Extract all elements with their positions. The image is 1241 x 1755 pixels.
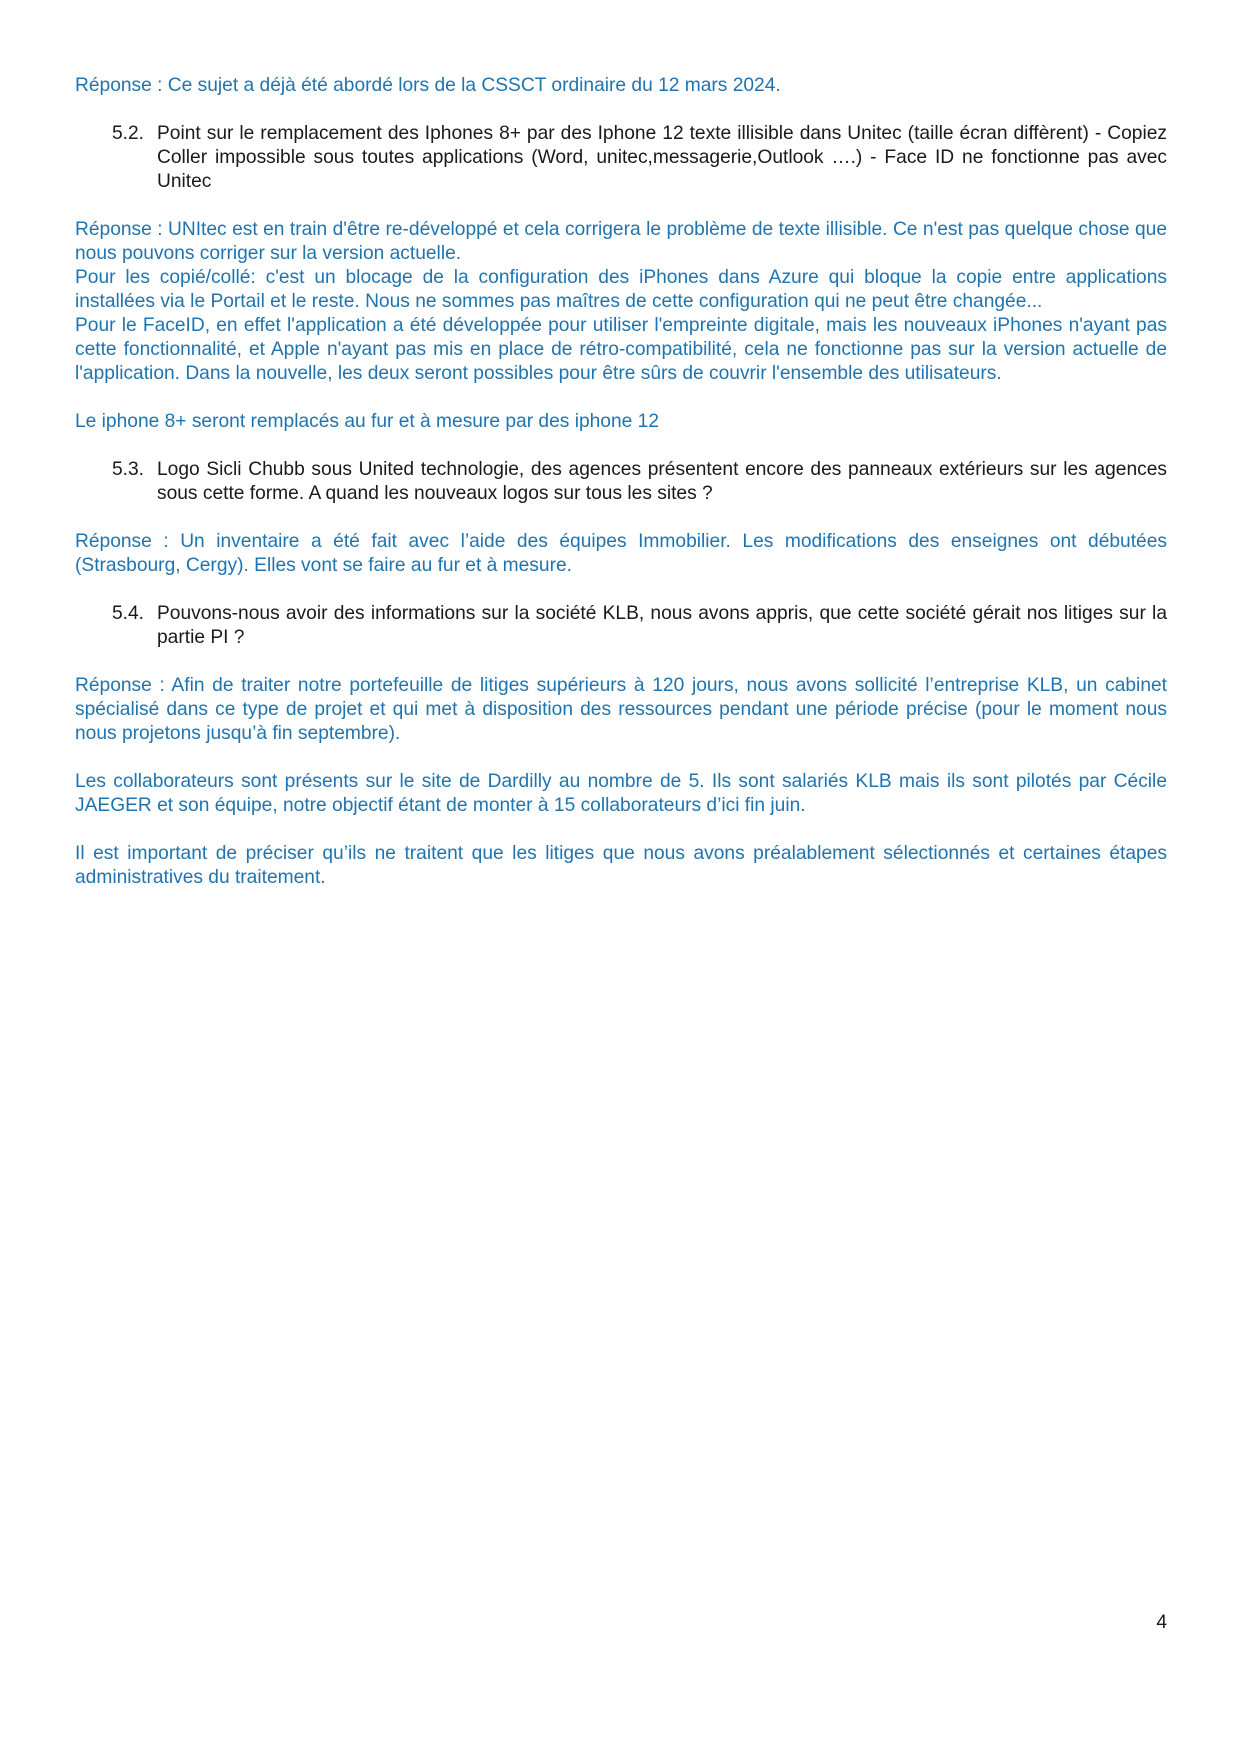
spacer <box>75 746 1167 770</box>
spacer <box>75 650 1167 674</box>
spacer <box>75 506 1167 530</box>
item-number: 5.3. <box>112 459 145 480</box>
spacer <box>75 194 1167 218</box>
item-text: Point sur le remplacement des Iphones 8+ par des Iphone 12 texte illisible dans Unitec (taille écran diffèrent) - Copiez Coller impossible sous toutes applications (Word, unitec,messagerie,Outlook ….) - Face ID ne fonctionne pas avec Unitec <box>157 123 1167 192</box>
agenda-item-5-3 <box>75 458 1167 506</box>
page-number: 4 <box>1156 1612 1167 1633</box>
response-paragraph: Il est important de préciser qu’ils ne traitent que les litiges que nous avons préalablement sélectionnés et certaines étapes administratives du traitement. <box>75 843 1167 888</box>
item-number: 5.4. <box>112 603 145 624</box>
spacer <box>75 434 1167 458</box>
spacer <box>75 386 1167 410</box>
response-paragraph: Pour les copié/collé: c'est un blocage de la configuration des iPhones dans Azure qui bloque la copie entre applications installées via le Portail et le reste. Nous ne sommes pas maîtres de cette configuration qui ne peut être changée... <box>75 267 1167 312</box>
document-body <box>75 74 1167 890</box>
item-text: Logo Sicli Chubb sous United technologie, des agences présentent encore des panneaux extérieurs sur les agences sous cette forme. A quand les nouveaux logos sur tous les sites ? <box>157 459 1167 504</box>
spacer <box>75 818 1167 842</box>
spacer <box>75 578 1167 602</box>
response-paragraph: Réponse : Afin de traiter notre portefeuille de litiges supérieurs à 120 jours, nous avons sollicité l’entreprise KLB, un cabinet spécialisé dans ce type de projet et qui met à disposition des ressources pendant une période précise (pour le moment nous nous projetons jusqu’à fin septembre). <box>75 675 1167 744</box>
spacer <box>75 98 1167 122</box>
item-number: 5.2. <box>112 123 145 144</box>
response-paragraph: Le iphone 8+ seront remplacés au fur et à mesure par des iphone 12 <box>75 411 659 432</box>
agenda-item-5-4 <box>75 602 1167 650</box>
agenda-item-5-2 <box>75 122 1167 194</box>
response-paragraph: Pour le FaceID, en effet l'application a été développée pour utiliser l'empreinte digitale, mais les nouveaux iPhones n'ayant pas cette fonctionnalité, et Apple n'ayant pas mis en place de rétro-compatibilité, cela ne fonctionne pas sur la version actuelle de l'application. Dans la nouvelle, les deux seront possibles pour être sûrs de couvrir l'ensemble des utilisateurs. <box>75 315 1167 384</box>
response-paragraph: Les collaborateurs sont présents sur le site de Dardilly au nombre de 5. Ils sont salariés KLB mais ils sont pilotés par Cécile JAEGER et son équipe, notre objectif étant de monter à 15 collaborateurs d’ici fin juin. <box>75 771 1167 816</box>
item-text: Pouvons-nous avoir des informations sur la société KLB, nous avons appris, que cette société gérait nos litiges sur la partie PI ? <box>157 603 1167 648</box>
response-paragraph: Réponse : UNItec est en train d'être re-développé et cela corrigera le problème de texte illisible. Ce n'est pas quelque chose que nous pouvons corriger sur la version actuelle. <box>75 219 1167 264</box>
response-paragraph: Réponse : Ce sujet a déjà été abordé lors de la CSSCT ordinaire du 12 mars 2024. <box>75 75 781 96</box>
response-paragraph: Réponse : Un inventaire a été fait avec l’aide des équipes Immobilier. Les modifications des enseignes ont débutées (Strasbourg, Cergy). Elles vont se faire au fur et à mesure. <box>75 531 1167 576</box>
